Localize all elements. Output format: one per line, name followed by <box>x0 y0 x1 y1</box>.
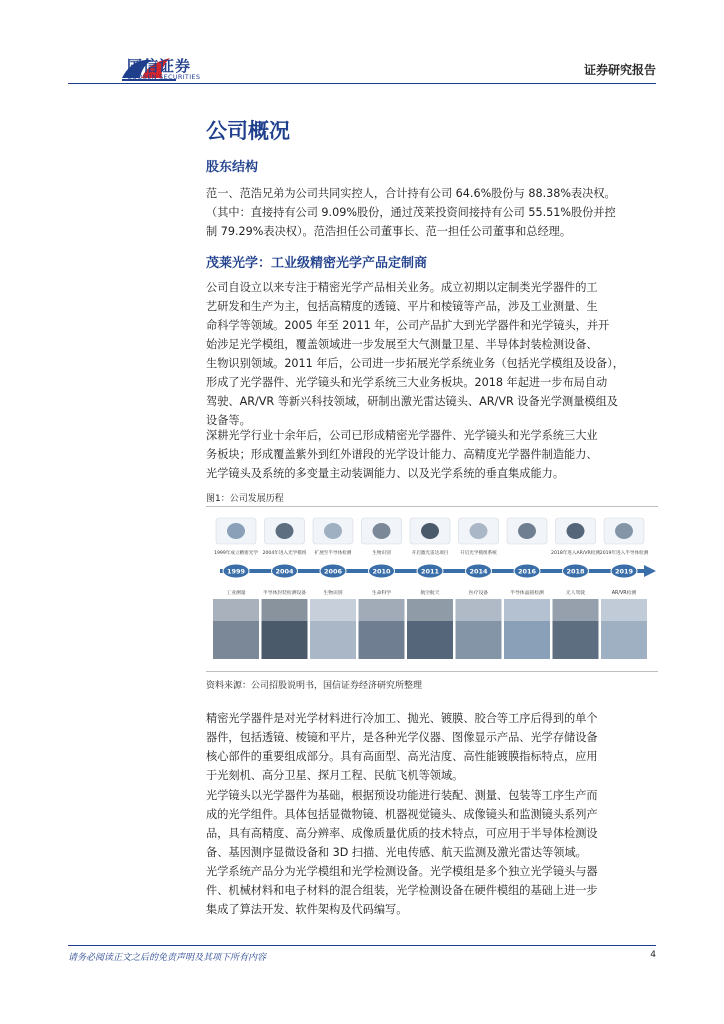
logo-name-en: GUOSEN SECURITIES <box>127 73 201 81</box>
milestone-label: 2019年进入半导体检测 <box>599 551 649 556</box>
text-line: 制 79.29%表决权）。范浩担任公司董事长、范一担任公司董事和总经理。 <box>206 225 572 238</box>
text-line: 驾驶、AR/VR 等新兴科技领域，研制出激光雷达镜头、AR/VR 设备光学测量模组及 <box>206 395 618 408</box>
figure-top-rule <box>206 506 658 507</box>
application-label: 医疗设备 <box>468 591 489 596</box>
year-label: 1999 <box>226 567 246 576</box>
devices-paragraph <box>206 709 658 785</box>
milestone-label: 开启激光雷达项目 <box>411 551 449 556</box>
text-line: 艺研发和生产为主，包括高精度的透镜、平片和棱镜等产品，涉及工业测量、生 <box>206 300 598 313</box>
product-shape <box>373 523 391 539</box>
application-label: 半导体晶圆检测 <box>510 591 544 596</box>
maolai-paragraph-1 <box>206 278 658 430</box>
text-line: 备、基因测序显微设备和 3D 扫描、光电传感、航天监测及激光雷达等领域。 <box>206 846 587 859</box>
lens-paragraph <box>206 786 658 862</box>
milestone-label: 1999年成立精密光学 <box>214 551 258 556</box>
year-label: 2018 <box>566 567 585 576</box>
text-line: 集成了算法开发、软件架构及代码编写。 <box>206 903 408 916</box>
product-shape <box>615 523 633 539</box>
text-line: 于光刻机、高分卫星、探月工程、民航飞机等领域。 <box>206 769 464 782</box>
photo-highlight <box>407 599 453 621</box>
year-label: 2010 <box>372 567 391 576</box>
text-line: 公司自设立以来专注于精密光学产品相关业务。成立初期以定制类光学器件的工 <box>206 281 598 294</box>
photo-highlight <box>553 599 599 621</box>
photo-highlight <box>310 599 356 621</box>
application-label: 半导体封装检测设备 <box>262 591 307 596</box>
text-line: 始涉足光学模组，覆盖领域进一步发展至大气测量卫星、半导体封装检测设备、 <box>206 338 598 351</box>
timeline-arrow-icon <box>644 565 656 577</box>
photo-highlight <box>262 599 308 621</box>
product-shape <box>227 523 245 539</box>
shareholder-paragraph <box>206 184 658 241</box>
text-line: 设备等。 <box>206 414 251 427</box>
photo-highlight <box>359 599 405 621</box>
milestone-label: 2018年进入AR/VR检测 <box>551 551 600 556</box>
application-label: 工业测量 <box>226 591 246 596</box>
text-line: 光学镜头及系统的多变量主动装调能力、以及光学系统的垂直集成能力。 <box>206 467 565 480</box>
product-shape <box>518 523 536 539</box>
product-shape <box>324 523 342 539</box>
application-label: 生命科学 <box>371 591 392 596</box>
maolai-heading: 茂莱光学：工业级精密光学产品定制商 <box>206 256 428 271</box>
text-line: 器件，包括透镜、棱镜和平片，是各种光学仪器、图像显示产品、光学存储设备 <box>206 731 598 744</box>
text-line: 命科学等领域。2005 年至 2011 年，公司产品扩大到光学器件和光学镜头，并开 <box>206 319 610 332</box>
application-label: 生物识别 <box>323 591 343 596</box>
figure-caption: 图1：公司发展历程 <box>206 494 284 504</box>
text-line: 件、机械材料和电子材料的混合组装，光学检测设备在硬件模组的基础上进一步 <box>206 884 598 897</box>
product-shape <box>421 523 439 539</box>
milestone-label: 2004年进入光学模组 <box>262 551 307 556</box>
text-line: 形成了光学器件、光学镜头和光学系统三大业务板块。2018 年起进一步布局自动 <box>206 376 608 389</box>
figure-source: 资料来源：公司招股说明书，国信证券经济研究所整理 <box>206 681 423 691</box>
application-label: 航空航天 <box>420 591 440 596</box>
figure-bottom-rule <box>206 671 658 672</box>
text-line: （其中：直接持有公司 9.09%股份，通过茂莱投资间接持有公司 55.51%股份并控 <box>206 206 616 219</box>
year-label: 2014 <box>469 567 488 576</box>
text-line: 光学系统产品分为光学模组和光学检测设备。光学模组是多个独立光学镜头与器 <box>206 865 598 878</box>
application-label: 无人驾驶 <box>565 591 586 596</box>
year-label: 2004 <box>275 567 294 576</box>
year-label: 2011 <box>420 567 440 576</box>
page-number: 4 <box>650 950 656 960</box>
text-line: 精密光学器件是对光学材料进行冷加工、抛光、镀膜、胶合等工序后得到的单个 <box>206 712 598 725</box>
text-line: 生物识别领域。2011 年后，公司进一步拓展光学系统业务（包括光学模组及设备）， <box>206 357 624 370</box>
photo-highlight <box>601 599 647 621</box>
year-label: 2019 <box>614 567 634 576</box>
system-paragraph <box>206 862 658 919</box>
application-label: AR/VR检测 <box>611 591 637 596</box>
photo-highlight <box>456 599 502 621</box>
photo-highlight <box>213 599 259 621</box>
year-label: 2016 <box>517 567 537 576</box>
text-line: 成的光学组件。具体包括显微物镜、机器视觉镜头、成像镜头和监测镜头系列产 <box>206 808 598 821</box>
maolai-paragraph-2 <box>206 426 658 483</box>
product-shape <box>470 523 488 539</box>
product-shape <box>567 523 585 539</box>
product-shape <box>276 523 294 539</box>
header-divider <box>68 83 656 84</box>
text-line: 品，具有高精度、高分辨率、成像质量优质的技术特点，可应用于半导体检测设 <box>206 827 598 840</box>
milestone-label: 生物识别 <box>372 551 391 556</box>
text-line: 务板块；形成覆盖紫外到红外谱段的光学设计能力、高精度光学器件制造能力、 <box>206 448 598 461</box>
photo-highlight <box>504 599 550 621</box>
text-line: 深耕光学行业十余年后，公司已形成精密光学器件、光学镜头和光学系统三大业 <box>206 429 598 442</box>
text-line: 核心部件的重要组成部分。具有高面型、高光洁度、高性能镀膜指标特点，应用 <box>206 750 598 763</box>
footer-disclaimer: 请务必阅读正文之后的免责声明及其项下所有内容 <box>68 953 267 963</box>
footer-divider <box>68 945 656 946</box>
text-line: 范一、范浩兄弟为公司共同实控人，合计持有公司 64.6%股份与 88.38%表决权。 <box>206 187 616 200</box>
page-title: 公司概况 <box>206 119 290 143</box>
logo-name-cn: 国信证券 <box>127 57 192 75</box>
shareholder-heading: 股东结构 <box>206 160 259 175</box>
year-label: 2006 <box>323 567 343 576</box>
development-timeline-figure <box>206 510 658 668</box>
text-line: 光学镜头以光学器件为基础，根据预设功能进行装配、测量、包装等工序生产而 <box>206 789 598 802</box>
report-type: 证券研究报告 <box>583 63 656 77</box>
milestone-label: 扩展至半导体检测 <box>314 551 352 556</box>
milestone-label: 开启光学模组系统 <box>460 551 497 556</box>
